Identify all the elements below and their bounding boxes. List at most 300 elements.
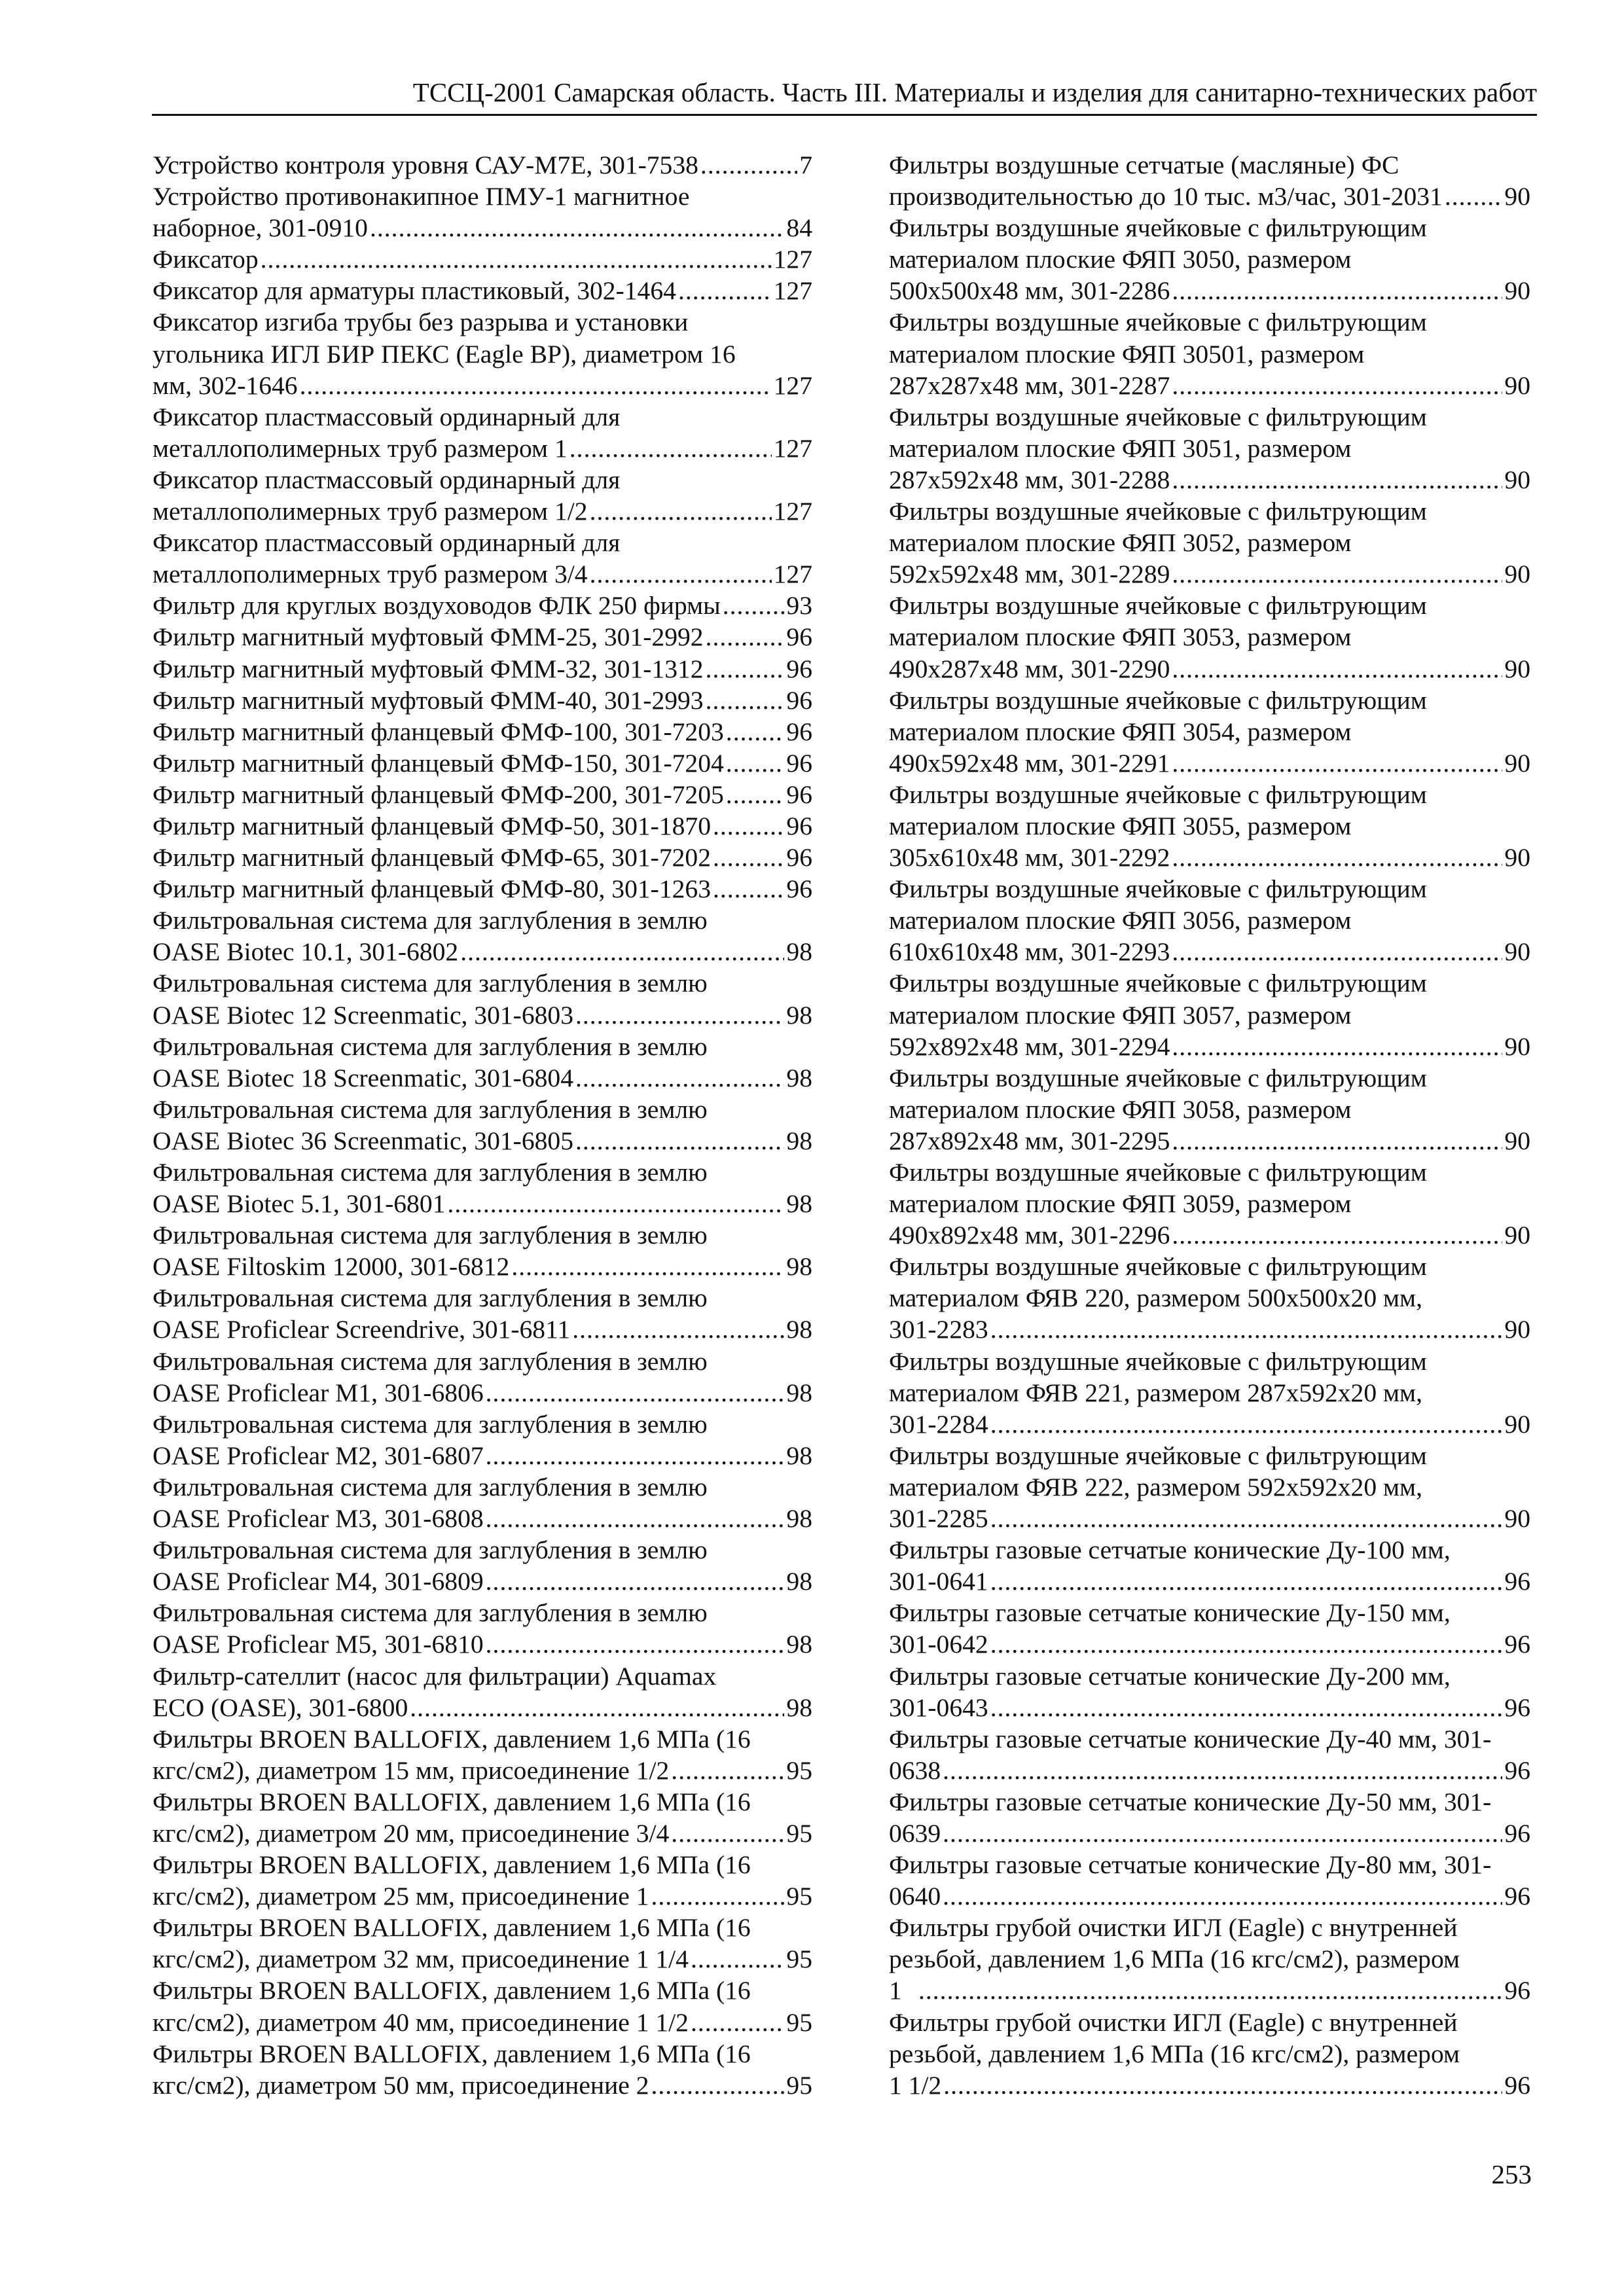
entry-text-line: Фильтры BROEN BALLOFIX, давлением 1,6 МПа (16 [153, 2039, 751, 2068]
entry-page-number: 98 [786, 1378, 812, 1407]
dot-leader [706, 621, 785, 653]
entry-text-line: OASE Proficlear M2, 301-6807 [153, 1441, 484, 1470]
entry-text-line: 490x287x48 мм, 301-2290 [889, 654, 1170, 683]
dot-leader [569, 433, 772, 464]
entry-text-line: Фильтровальная система для заглубления в землю [153, 1283, 708, 1313]
dot-leader [1172, 747, 1502, 779]
entry-last-line: 1 ..... 96 [916, 1975, 1530, 2006]
entry-page-number: 90 [1504, 276, 1530, 306]
entry-page-number: 95 [786, 1755, 812, 1785]
index-column-right [889, 149, 1530, 2101]
dot-leader [1172, 1219, 1502, 1251]
entry-page-number: 96 [786, 874, 812, 904]
index-entry [153, 810, 812, 842]
entry-last-line [153, 2007, 812, 2038]
entry-text-line: OASE Proficlear M5, 301-6810 [153, 1630, 484, 1659]
entry-last-line [153, 747, 812, 779]
index-entry [153, 685, 812, 716]
index-entry [889, 1440, 1530, 1534]
entry-text-line: Фильтры воздушные ячейковые с фильтрующим [889, 1158, 1427, 1187]
entry-last-line [153, 1503, 812, 1534]
entry-text-line: Фильтры воздушные сетчатые (масляные) ФС [889, 151, 1399, 179]
entry-text-line: Фиксатор [153, 245, 259, 274]
dot-leader [671, 1755, 784, 1786]
entry-text-line: Фильтр магнитный фланцевый ФМФ-80, 301-1263 [153, 874, 711, 904]
entry-text-line: OASE Proficlear M1, 301-6806 [153, 1378, 484, 1407]
entry-text-line: 0639 [889, 1818, 941, 1848]
entry-page-number: 90 [1504, 1031, 1530, 1061]
entry-page-number: 90 [1504, 843, 1530, 872]
entry-text-line: Устройство контроля уровня САУ-М7Е, 301-7538 [153, 151, 698, 179]
entry-text-line: Фильтры газовые сетчатые конические Ду-40 мм, 301- [889, 1724, 1492, 1753]
dot-leader [590, 558, 772, 590]
dot-leader [678, 275, 772, 306]
index-entry [153, 1912, 812, 1975]
entry-text-line: 490x592x48 мм, 301-2291 [889, 748, 1170, 778]
entry-text-line: Фильтровальная система для заглубления в землю [153, 1535, 708, 1565]
index-entry [889, 1912, 1530, 2006]
entry-text-line: Фильтр-сателлит (насос для фильтрации) Aquamax [153, 1661, 717, 1691]
entry-page-number: 98 [786, 1567, 812, 1596]
entry-text-line: кгс/см2), диаметром 15 мм, присоединение 1/2 [153, 1755, 670, 1785]
entry-last-line [153, 1188, 812, 1219]
index-entry [153, 621, 812, 653]
entry-last-line [153, 212, 812, 243]
index-entry [889, 1723, 1530, 1786]
index-entry [153, 2038, 812, 2101]
entry-last-line [889, 747, 1530, 779]
dot-leader [943, 1755, 1502, 1786]
entry-text-line: материалом плоские ФЯП 3058, размером [889, 1094, 1352, 1124]
entry-text-line: Фиксатор изгиба трубы без разрыва и установки [153, 308, 689, 337]
index-entry [153, 1219, 812, 1282]
entry-page-number: 98 [786, 1504, 812, 1534]
dot-leader [1445, 181, 1503, 212]
entry-page-number: 96 [786, 843, 812, 872]
dot-leader [1172, 275, 1502, 306]
dot-leader [990, 1566, 1503, 1597]
page-header: ТССЦ-2001 Самарская область. Часть III. Материалы и изделия для санитарно-технических работ [412, 77, 1537, 107]
dot-leader [460, 936, 784, 967]
index-entry [153, 1282, 812, 1345]
dot-leader [486, 1440, 785, 1471]
entry-text-line: Фильтры воздушные ячейковые с фильтрующим [889, 874, 1427, 904]
entry-page-number: 90 [1504, 560, 1530, 589]
entry-text-line: Фиксатор пластмассовый ординарный для [153, 402, 621, 431]
entry-text-line: Фильтр магнитный фланцевый ФМФ-100, 301-7203 [153, 717, 724, 746]
entry-text-line: Фильтры газовые сетчатые конические Ду-50 мм, 301- [889, 1787, 1492, 1816]
entry-page-number: 96 [786, 811, 812, 840]
index-column-left [153, 149, 812, 2101]
entry-page-number: 98 [786, 1000, 812, 1030]
entry-text-line: Фильтры воздушные ячейковые с фильтрующим [889, 1346, 1427, 1376]
index-entry [153, 1031, 812, 1094]
entry-last-line [153, 243, 812, 275]
entry-text-line: материалом ФЯВ 220, размером 500x500x20 мм, [889, 1283, 1423, 1313]
entry-last-line [153, 653, 812, 685]
entry-last-line [889, 1755, 1530, 1786]
entry-text-line: материалом плоские ФЯП 3056, размером [889, 906, 1352, 935]
entry-last-line [153, 873, 812, 905]
entry-text-line: Фильтры воздушные ячейковые с фильтрующим [889, 213, 1427, 243]
entry-text-line: 287x892x48 мм, 301-2295 [889, 1126, 1170, 1155]
entry-text-line: 301-0643 [889, 1693, 988, 1722]
index-entry [889, 1157, 1530, 1251]
index-entry [153, 779, 812, 810]
entry-last-line [889, 936, 1530, 967]
entry-text-line: OASE Proficlear M4, 301-6809 [153, 1567, 484, 1596]
entry-text-line: Фильтры BROEN BALLOFIX, давлением 1,6 МПа (16 [153, 1724, 751, 1753]
index-entry [889, 590, 1530, 684]
index-entry [153, 1849, 812, 1912]
entry-text-line: материалом плоские ФЯП 3050, размером [889, 245, 1352, 274]
dot-leader [651, 2070, 785, 2101]
entry-page-number: 98 [786, 1693, 812, 1722]
index-entry [153, 967, 812, 1030]
index-entry [153, 842, 812, 873]
dot-leader [575, 1062, 784, 1094]
entry-text-line: Фильтровальная система для заглубления в землю [153, 1158, 708, 1187]
entry-last-line [889, 842, 1530, 873]
dot-leader [713, 873, 784, 905]
index-entry [889, 1062, 1530, 1157]
entry-last-line [889, 275, 1530, 306]
entry-text-line: 490x892x48 мм, 301-2296 [889, 1221, 1170, 1250]
entry-last-line [153, 1628, 812, 1660]
entry-text-line: Фильтры газовые сетчатые конические Ду-100 мм, [889, 1535, 1451, 1565]
dot-leader [706, 653, 785, 685]
dot-leader [726, 779, 785, 810]
entry-page-number: 98 [786, 1441, 812, 1470]
entry-last-line [889, 1566, 1530, 1597]
entry-text-line: Фильтры BROEN BALLOFIX, давлением 1,6 МПа (16 [153, 1913, 751, 1943]
index-entry [889, 2007, 1530, 2101]
entry-last-line [889, 464, 1530, 495]
index-entry [153, 401, 812, 464]
entry-page-number: 96 [1504, 1567, 1530, 1596]
index-entry [153, 181, 812, 243]
entry-last-line [153, 1062, 812, 1094]
index-entry [153, 1471, 812, 1534]
dot-leader [572, 1314, 784, 1345]
entry-page-number: 96 [786, 748, 812, 778]
entry-page-number: 96 [1504, 1976, 1530, 2005]
entry-last-line [153, 558, 812, 590]
dot-leader [1172, 1031, 1502, 1062]
entry-text-line: Фильтры газовые сетчатые конические Ду-200 мм, [889, 1661, 1451, 1691]
entry-text-line: Фильтр магнитный фланцевый ФМФ-65, 301-7202 [153, 843, 711, 872]
entry-last-line [153, 590, 812, 621]
entry-last-line [153, 842, 812, 873]
entry-last-line [889, 1692, 1530, 1723]
entry-text-line: 287x287x48 мм, 301-2287 [889, 370, 1170, 400]
entry-page-number: 96 [786, 685, 812, 715]
entry-text-line: материалом плоские ФЯП 3054, размером [889, 717, 1352, 746]
entry-text-line: 500x500x48 мм, 301-2286 [889, 276, 1170, 306]
entry-page-number: 127 [773, 497, 812, 526]
entry-last-line [153, 621, 812, 653]
index-entry [153, 653, 812, 685]
dot-leader [300, 370, 772, 401]
index-entry [153, 1597, 812, 1660]
index-entry [889, 1786, 1530, 1849]
entry-text-line: Фильтры воздушные ячейковые с фильтрующим [889, 780, 1427, 809]
index-entry [889, 685, 1530, 779]
entry-page-number: 90 [1504, 1126, 1530, 1155]
entry-last-line [153, 1314, 812, 1345]
entry-text-line: OASE Biotec 10.1, 301-6802 [153, 937, 459, 967]
index-entry [153, 306, 812, 401]
dot-leader [691, 2007, 784, 2038]
index-entry [889, 401, 1530, 495]
entry-last-line [889, 1125, 1530, 1157]
entry-text-line: 0640 [889, 1882, 941, 1911]
entry-page-number: 90 [1504, 937, 1530, 967]
entry-text-line: 301-0642 [889, 1630, 988, 1659]
entry-last-line [153, 810, 812, 842]
index-entry [889, 212, 1530, 306]
index-entry [889, 1597, 1530, 1660]
entry-page-number: 98 [786, 1630, 812, 1659]
entry-last-line [889, 370, 1530, 401]
entry-text-line: Фиксатор пластмассовый ординарный для [153, 528, 621, 558]
entry-text-line: Фильтры воздушные ячейковые с фильтрующим [889, 591, 1427, 620]
entry-page-number: 98 [786, 937, 812, 967]
dot-leader [990, 1314, 1503, 1345]
entry-last-line [889, 2070, 1530, 2101]
entry-page-number: 127 [773, 245, 812, 274]
entry-last-line [889, 1314, 1530, 1345]
dot-leader [486, 1377, 785, 1408]
entry-page-number: 98 [786, 1252, 812, 1282]
index-entry [153, 1094, 812, 1157]
dot-leader [990, 1408, 1503, 1440]
entry-last-line [153, 999, 812, 1031]
entry-text-line: Фильтры газовые сетчатые конические Ду-150 мм, [889, 1598, 1451, 1628]
entry-last-line [153, 495, 812, 527]
entry-last-line [153, 1377, 812, 1408]
index-entry [153, 1157, 812, 1219]
index-entry [889, 1849, 1530, 1912]
index-entry [153, 590, 812, 621]
index-entry [153, 275, 812, 306]
entry-text-line: металлополимерных труб размером 3/4 [153, 560, 588, 589]
entry-page-number: 96 [1504, 1630, 1530, 1659]
entry-last-line [153, 1125, 812, 1157]
entry-text-line: металлополимерных труб размером 1 [153, 433, 568, 463]
entry-page-number: 96 [1504, 1693, 1530, 1722]
entry-last-line [153, 1755, 812, 1786]
entry-last-line [889, 558, 1530, 590]
index-entry [153, 1975, 812, 2037]
entry-text-line: 301-2284 [889, 1409, 988, 1439]
entry-text-line: Фильтровальная система для заглубления в землю [153, 1472, 708, 1501]
entry-page-number: 90 [1504, 1409, 1530, 1439]
dot-leader [726, 716, 785, 747]
entry-page-number: 98 [786, 1315, 812, 1344]
entry-text-line: материалом плоские ФЯП 3059, размером [889, 1189, 1352, 1219]
dot-leader [1172, 464, 1502, 495]
entry-text-line: Фильтр магнитный фланцевый ФМФ-200, 301-7205 [153, 780, 724, 809]
dot-leader [261, 243, 772, 275]
entry-text-line: Фильтровальная система для заглубления в землю [153, 1598, 708, 1628]
dot-leader [511, 1251, 784, 1282]
entry-page-number: 96 [786, 717, 812, 746]
entry-text-line: 592x892x48 мм, 301-2294 [889, 1031, 1170, 1061]
entry-last-line [153, 149, 812, 181]
entry-last-line [889, 1219, 1530, 1251]
entry-text-line: Фильтр магнитный фланцевый ФМФ-50, 301-1870 [153, 811, 711, 840]
entry-text-line: Фильтровальная система для заглубления в землю [153, 1094, 708, 1124]
entry-text-line: Фильтр для круглых воздуховодов ФЛК 250 фирмы [153, 591, 721, 620]
index-entry [889, 1346, 1530, 1440]
entry-page-number: 96 [1504, 1755, 1530, 1785]
entry-text-line: материалом плоские ФЯП 3057, размером [889, 1000, 1352, 1030]
dot-leader [700, 149, 797, 181]
entry-text-line: Фильтры воздушные ячейковые с фильтрующим [889, 1063, 1427, 1092]
entry-page-number: 95 [786, 1818, 812, 1848]
entry-text-line: Фильтры воздушные ячейковые с фильтрующим [889, 402, 1427, 431]
index-entry [153, 243, 812, 275]
entry-text-line: 1 1/2 [889, 2070, 942, 2100]
index-entry [153, 1723, 812, 1786]
entry-text-line: кгс/см2), диаметром 20 мм, присоединение 3/4 [153, 1818, 670, 1848]
entry-text-line: Фильтры воздушные ячейковые с фильтрующим [889, 1252, 1427, 1282]
entry-page-number: 90 [1504, 465, 1530, 494]
dot-leader [410, 1692, 784, 1723]
entry-text-line: 301-2285 [889, 1504, 988, 1534]
entry-page-number: 7 [799, 151, 812, 179]
dot-leader [651, 1880, 785, 1912]
entry-text-line: Фильтровальная система для заглубления в землю [153, 1346, 708, 1376]
dot-leader [990, 1692, 1503, 1723]
dot-leader [447, 1188, 784, 1219]
entry-text-line: OASE Proficlear M3, 301-6808 [153, 1504, 484, 1534]
index-entry [889, 306, 1530, 401]
entry-last-line [889, 181, 1530, 212]
index-entry [889, 495, 1530, 590]
dot-leader [486, 1628, 785, 1660]
entry-page-number: 96 [786, 780, 812, 809]
entry-text-line: угольника ИГЛ БИР ПЕКС (Eagle BP), диаметром 16 [153, 339, 736, 368]
index-entry [153, 873, 812, 905]
dot-leader [590, 495, 772, 527]
entry-last-line [153, 1440, 812, 1471]
dot-leader [1172, 842, 1502, 873]
index-entry [153, 1786, 812, 1849]
entry-page-number: 93 [786, 591, 812, 620]
entry-text-line: Устройство противонакипное ПМУ-1 магнитное [153, 182, 690, 211]
dot-leader [713, 842, 784, 873]
entry-page-number: 90 [1504, 182, 1530, 211]
entry-text-line: Фильтровальная система для заглубления в землю [153, 1221, 708, 1250]
entry-text-line: Фильтры газовые сетчатые конические Ду-80 мм, 301- [889, 1850, 1492, 1880]
entry-text-line: Фильтр магнитный муфтовый ФММ-32, 301-1312 [153, 654, 704, 683]
dot-leader [1172, 370, 1502, 401]
entry-text-line: OASE Biotec 36 Screenmatic, 301-6805 [153, 1126, 574, 1155]
entry-text-line: Фильтры воздушные ячейковые с фильтрующим [889, 308, 1427, 337]
entry-text-line: кгс/см2), диаметром 25 мм, присоединение 1 [153, 1882, 649, 1911]
entry-page-number: 95 [786, 1945, 812, 1974]
entry-text-line: кгс/см2), диаметром 40 мм, присоединение 1 1/2 [153, 2007, 689, 2037]
entry-text-line: Фильтр магнитный муфтовый ФММ-40, 301-2993 [153, 685, 704, 715]
index-entry [153, 1408, 812, 1471]
entry-text-line: OASE Proficlear Screendrive, 301-6811 [153, 1315, 571, 1344]
dot-leader [1172, 936, 1502, 967]
entry-text-line: Фильтр магнитный муфтовый ФММ-25, 301-2992 [153, 622, 704, 652]
index-entry [153, 716, 812, 747]
entry-text-line: OASE Biotec 5.1, 301-6801 [153, 1189, 446, 1219]
dot-leader [943, 1880, 1502, 1912]
entry-last-line [153, 1566, 812, 1597]
entry-page-number: 95 [786, 2070, 812, 2100]
index-entry [153, 149, 812, 181]
index-entry [889, 1251, 1530, 1345]
entry-text-line: 301-2283 [889, 1315, 988, 1344]
dot-leader [575, 999, 784, 1031]
dot-leader [943, 1818, 1502, 1849]
entry-page-number: 90 [1504, 370, 1530, 400]
dot-leader [726, 747, 785, 779]
entry-text-line: Фильтровальная система для заглубления в землю [153, 1409, 708, 1439]
entry-text-line: 610x610x48 мм, 301-2293 [889, 937, 1170, 967]
entry-text-line: Фильтры грубой очистки ИГЛ (Eagle) с внутренней [889, 1913, 1458, 1943]
index-entry [889, 873, 1530, 967]
entry-text-line: Фильтровальная система для заглубления в землю [153, 969, 708, 998]
entry-page-number: 90 [1504, 1221, 1530, 1250]
entry-page-number: 98 [786, 1063, 812, 1092]
index-entry [153, 527, 812, 590]
entry-text-line: Фильтры BROEN BALLOFIX, давлением 1,6 МПа (16 [153, 1976, 751, 2005]
dot-leader [1172, 653, 1502, 685]
entry-text-line: OASE Filtoskim 12000, 301-6812 [153, 1252, 510, 1282]
entry-page-number: 95 [786, 1882, 812, 1911]
index-entry [153, 1660, 812, 1723]
entry-last-line [153, 275, 812, 306]
entry-text-line: Фильтры грубой очистки ИГЛ (Eagle) с внутренней [889, 2007, 1458, 2037]
entry-last-line [153, 936, 812, 967]
entry-page-number: 127 [773, 560, 812, 589]
entry-page-number: 127 [773, 370, 812, 400]
entry-text-line: материалом плоские ФЯП 3052, размером [889, 528, 1352, 558]
entry-page-number: 90 [1504, 1504, 1530, 1534]
dot-leader [486, 1503, 785, 1534]
entry-text-line: Фильтровальная система для заглубления в землю [153, 906, 708, 935]
entry-text-line: Фильтры BROEN BALLOFIX, давлением 1,6 МПа (16 [153, 1850, 751, 1880]
index-entry [153, 747, 812, 779]
index-entry [889, 1660, 1530, 1723]
entry-page-number: 96 [786, 654, 812, 683]
entry-text-line: мм, 302-1646 [153, 370, 298, 400]
entry-text-line: металлополимерных труб размером 1/2 [153, 497, 588, 526]
entry-page-number: 96 [1504, 1818, 1530, 1848]
entry-page-number: 95 [786, 2007, 812, 2037]
entry-last-line [153, 433, 812, 464]
dot-leader [575, 1125, 784, 1157]
entry-page-number: 127 [773, 433, 812, 463]
entry-text-line: Фиксатор для арматуры пластиковый, 302-1464 [153, 276, 676, 306]
entry-last-line [153, 1251, 812, 1282]
entry-last-line [153, 1818, 812, 1849]
entry-text-line: материалом плоские ФЯП 3055, размером [889, 811, 1352, 840]
dot-leader [713, 810, 784, 842]
entry-text-line: материалом плоские ФЯП 3051, размером [889, 433, 1352, 463]
entry-text-line: резьбой, давлением 1,6 МПа (16 кгс/см2), размером [889, 2039, 1460, 2068]
dot-leader [990, 1503, 1503, 1534]
entry-last-line [153, 685, 812, 716]
entry-last-line [889, 1031, 1530, 1062]
index-entry [153, 1346, 812, 1408]
